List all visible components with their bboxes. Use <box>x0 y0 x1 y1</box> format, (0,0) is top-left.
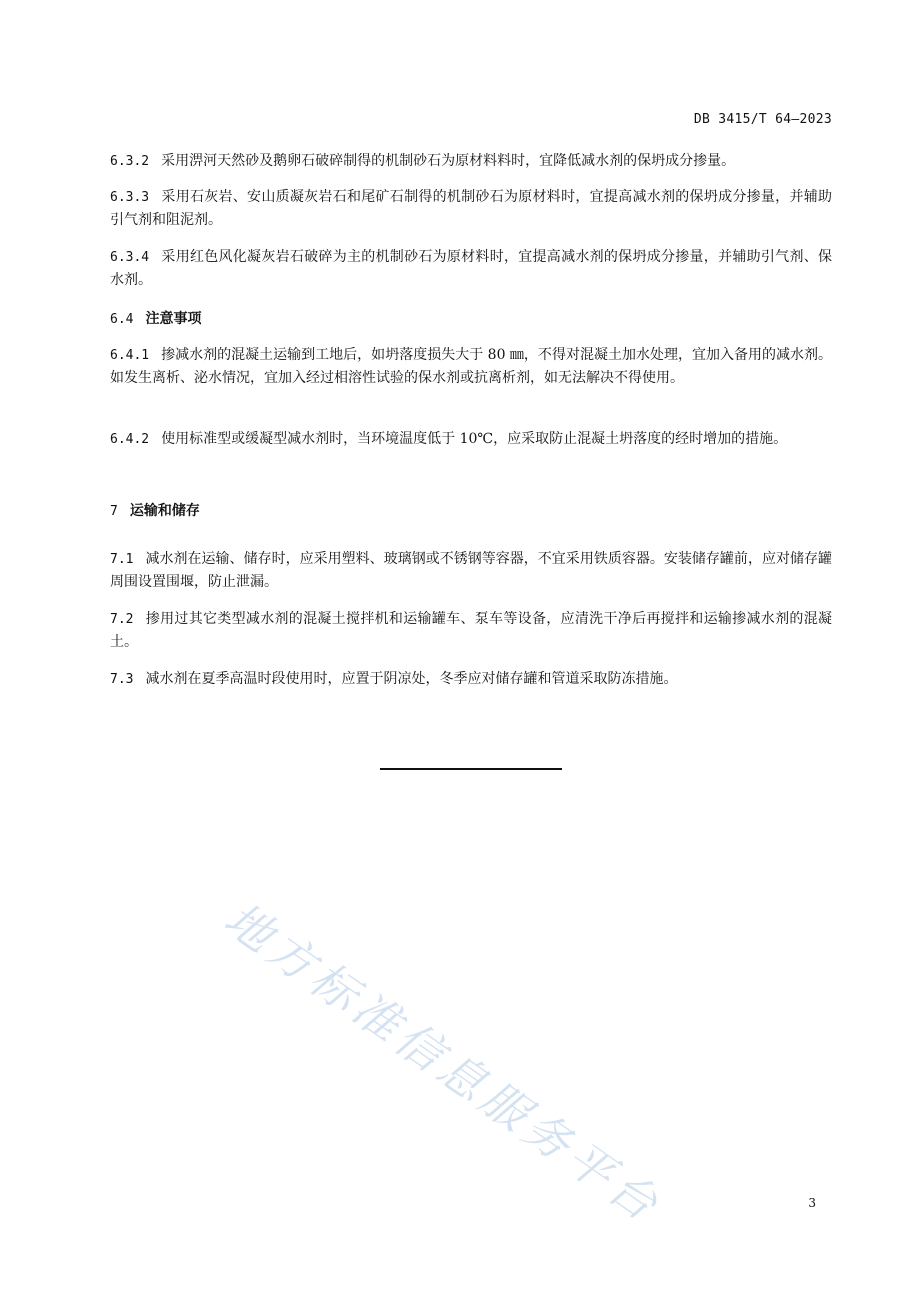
clause-number: 6.4.1 <box>110 348 150 363</box>
clause-number: 7.2 <box>110 612 134 627</box>
document-code: DB 3415/T 64—2023 <box>693 112 832 127</box>
clause-7-1 <box>110 548 832 593</box>
clause-number: 7.3 <box>110 672 134 687</box>
page-number: 3 <box>808 1196 816 1210</box>
clause-6-3-3 <box>110 186 832 231</box>
clause-7-2 <box>110 608 832 653</box>
clause-text: 减水剂在运输、储存时，应采用塑料、玻璃钢或不锈钢等容器，不宜采用铁质容器。安装储存罐前，应对储存罐周围设置围堰，防止泄漏。 <box>110 551 832 590</box>
clause-6-3-4 <box>110 246 832 291</box>
clause-number: 6.3.4 <box>110 250 150 265</box>
clause-number: 6.3.2 <box>110 154 150 169</box>
clause-number: 7.1 <box>110 552 134 567</box>
clause-text: 采用淠河天然砂及鹅卵石破碎制得的机制砂石为原材料料时，宜降低减水剂的保坍成分掺量。 <box>161 153 736 169</box>
clause-text: 使用标准型或缓凝型减水剂时，当环境温度低于 10℃，应采取防止混凝土坍落度的经时增加的措施。 <box>161 431 788 447</box>
section-title: 注意事项 <box>145 311 202 327</box>
clause-text: 掺减水剂的混凝土运输到工地后，如坍落度损失大于 80 ㎜，不得对混凝土加水处理，宜加入备用的减水剂。如发生离析、泌水情况，宜加入经过相溶性试验的保水剂或抗离析剂，如无法解决不得使用。 <box>110 347 832 386</box>
watermark: 地方标准信息服务平台 <box>214 891 672 1234</box>
section-title: 运输和储存 <box>129 503 200 519</box>
section-number: 6.4 <box>110 312 134 327</box>
clause-6-4-1 <box>110 344 832 389</box>
clause-6-3-2 <box>110 150 832 173</box>
clause-6-4-2 <box>110 428 832 451</box>
section-heading-6-4 <box>110 308 201 331</box>
clause-text: 采用红色风化凝灰岩石破碎为主的机制砂石为原材料时，宜提高减水剂的保坍成分掺量，并辅助引气剂、保水剂。 <box>110 249 832 288</box>
end-of-document-rule <box>380 768 562 770</box>
clause-text: 采用石灰岩、安山质凝灰岩石和尾矿石制得的机制砂石为原材料时，宜提高减水剂的保坍成分掺量，并辅助引气剂和阻泥剂。 <box>110 189 832 228</box>
clause-text: 掺用过其它类型减水剂的混凝土搅拌机和运输罐车、泵车等设备，应清洗干净后再搅拌和运输掺减水剂的混凝土。 <box>110 611 832 650</box>
clause-text: 减水剂在夏季高温时段使用时，应置于阴凉处，冬季应对储存罐和管道采取防冻措施。 <box>145 671 678 687</box>
section-number: 7 <box>110 504 118 519</box>
clause-number: 6.4.2 <box>110 432 150 447</box>
clause-7-3 <box>110 668 832 691</box>
clause-number: 6.3.3 <box>110 190 150 205</box>
section-heading-7 <box>110 500 200 523</box>
